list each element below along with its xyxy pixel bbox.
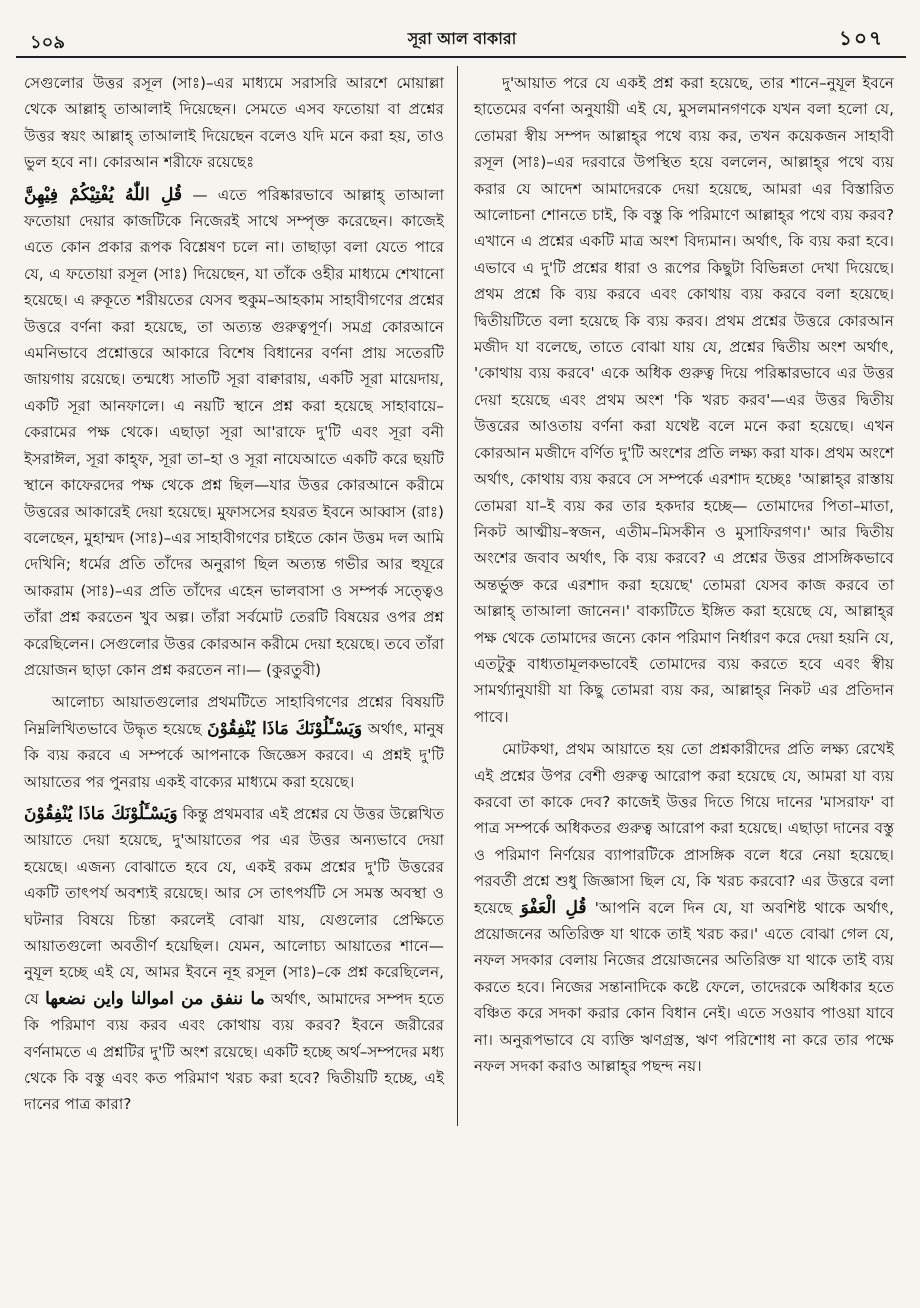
right-column [474, 70, 894, 1085]
arabic-verse: قُلِ اللّٰهُ يُفْتِيْكُمْ فِيْهِنَّ [24, 184, 183, 205]
paragraph-text: — এতে পরিষ্কারভাবে আল্লাহ্ তাআলা ফতোয়া দেয়ার কাজটিকে নিজেরই সাথে সম্পৃক্ত করেছেন। কাজেই এতে কোন প্রকার রূপক বিশ্লেষণ চলে না। তাছাড়া বলা যেতে পারে যে, এ ফতোয়া রসূল (সাঃ) দিয়েছেন, যা তাঁকে ওহীর মাধ্যমে শেখানো হয়েছে। এ রুকূতে শরীয়তের যেসব হুকুম–আহকাম সাহাবীগণের প্রশ্নের উত্তরে বর্ণনা করা হয়েছে, তা অত্যন্ত গুরুত্বপূর্ণ। সমগ্র কোরআনে এমনিভাবে প্রশ্নোত্তরে আকারে বিশেষ বিধানের বর্ণনা প্রায় সতেরটি জায়গায় রয়েছে। তন্মধ্যে সাতটি সূরা বাক্বারায়, একটি সূরা মায়েদায়, একটি সূরা আনফালে। এ নয়টি স্থানে প্রশ্ন করা হয়েছে সাহাবায়ে–কেরামের পক্ষ থেকে। এছাড়া সূরা আ'রাফে দু'টি এবং সূরা বনী ইসরাঈল, সূরা কাহ্‌ফ, সূরা তা–হা ও সূরা নাযেআতে একটি করে ছয়টি স্থানে কাফেরদের পক্ষ থেকে প্রশ্ন ছিল—যার উত্তর কোরআনে করীমে উত্তরের আকারেই দেয়া হয়েছে। মুফাসসের হযরত ইবনে আব্বাস (রাঃ) বলেছেন, মুহাম্মদ (সাঃ)–এর সাহাবীগণের চাইতে কোন উত্তম দল আমি দেখিনি; ধর্মের প্রতি তাঁদের অনুরাগ ছিল অত্যন্ত গভীর আর হুযূরে আকরাম (সাঃ)–এর প্রতি তাঁদের এহেন ভালবাসা ও সম্পর্ক সত্ত্বেও তাঁরা প্রশ্ন করতেন খুব অল্প। তাঁরা সর্বমোট তেরটি বিষয়ের ওপর প্রশ্ন করেছিলেন। সেগুলোর উত্তর কোরআন করীমে দেয়া হয়েছে। তবে তাঁরা প্রয়োজন ছাড়া কোন প্রশ্ন করতেন না।— (কুরতুবী) [24, 185, 445, 679]
column-divider [457, 66, 458, 1126]
arabic-verse: قُلِ الْعَفْوَ [520, 897, 587, 918]
page-header [16, 24, 908, 56]
paragraph-text: মোটকথা, প্রথম আয়াতে হয় তো প্রশ্নকারীদের প্রতি লক্ষ্য রেখেই এই প্রশ্নের উপর বেশী গুরুত্ব আরোপ করা হয়েছে যে, আমরা যা ব্যয় করবো তা কাকে দেব? কাজেই উত্তর দিতে গিয়ে দানের 'মাসরাফ' বা পাত্র সম্পর্কে অধিকতর গুরুত্ব আরোপ করা হয়েছে। এছাড়া দানের বস্তু ও পরিমাণ নির্ণয়ের ব্যাপারটিকে প্রাসঙ্গিক বলে ধরে নেয়া হয়েছে। পরবর্তী প্রশ্নে শুধু জিজ্ঞাসা ছিল যে, কি খরচ করবো? এর উত্তরে বলা হয়েছে [474, 740, 894, 917]
arabic-verse: وَيَسْـَٔلُوْنَكَ مَاذَا يُنْفِقُوْنَ [207, 718, 363, 739]
running-title: সূরা আল বাকারা [407, 29, 517, 48]
paragraph [24, 801, 444, 1118]
paragraph: দু'আয়াত পরে যে একই প্রশ্ন করা হয়েছে, তার শানে–নুযূল ইবনে হাতেমের বর্ণনা অনুযায়ী এই যে, মুসলমানগণকে যখন বলা হলো যে, তোমরা স্বীয় সম্পদ আল্লাহ্‌র পথে ব্যয় কর, তখন কয়েকজন সাহাবী রসূল (সাঃ)–এর দরবারে উপস্থিত হয়ে বললেন, আল্লাহ্‌র পথে ব্যয় করার যে আদেশ আমাদেরকে দেয়া হয়েছে, আমরা এর বিস্তারিত আলোচনা শোনতে চাই, কি বস্তু কি পরিমাণে আল্লাহ্‌র পথে ব্যয় করব? এখানে এ প্রশ্নের একটি মাত্র অংশ বিদ্যমান। অর্থাৎ, কি ব্যয় করা হবে। এভাবে এ দু'টি প্রশ্নের ধারা ও রূপের কিছুটা বিভিন্নতা দেখা দিয়েছে। প্রথম প্রশ্নে কি ব্যয় করবে এবং কোথায় ব্যয় করবে বলা হয়েছে। দ্বিতীয়টিতে বলা হয়েছে কি ব্যয় করব। প্রথম প্রশ্নের উত্তরে কোরআন মজীদ যা বলেছে, তাতে বোঝা যায় যে, প্রশ্নের দ্বিতীয় অংশ অর্থাৎ, 'কোথায় ব্যয় করবে' একে অধিক গুরুত্ব দিয়ে পরিষ্কারভাবে এর উত্তর দেয়া হয়েছে এবং প্রথম অংশ 'কি খরচ করব'—এর উত্তর দ্বিতীয় উত্তরের আওতায় বর্ণনা করা যথেষ্ট বলে মনে করা হয়েছে। এখন কোরআন মজীদে বর্ণিত দু'টি অংশের প্রতি লক্ষ্য করা যাক। প্রথম অংশে অর্থাৎ, কোথায় ব্যয় করবে সে সম্পর্কে এরশাদ হচ্ছেঃ 'আল্লাহ্‌র রাস্তায় তোমরা যা–ই ব্যয় কর তার হকদার হচ্ছে— তোমাদের পিতা–মাতা, নিকট আত্মীয়–স্বজন, এতীম–মিসকীন ও মুসাফিরগণ।' আর দ্বিতীয় অংশের জবাব অর্থাৎ, কি ব্যয় করবে? এ প্রশ্নের উত্তর প্রাসঙ্গিকভাবে অন্তর্ভুক্ত করে এরশাদ করা হয়েছে' তোমরা যেসব কাজ করবে তা আল্লাহ্ তাআলা জানেন।' বাক্যটিতে ইঙ্গিত করা হয়েছে যে, আল্লাহ্‌র পক্ষ থেকে তোমাদের জন্যে কোন পরিমাণ নির্ধারণ করে দেয়া হয়নি যে, এতটুকু বাধ্যতামূলকভাবেই তোমাদের ব্যয় করতে হবে এবং স্বীয় সামর্থ্যানুযায়ী যা কিছু তোমরা ব্যয় কর, আল্লাহ্‌র নিকট এর প্রতিদান পাবে। [474, 74, 894, 726]
paragraph [24, 182, 444, 684]
paragraph-text: অর্থাৎ, মানুষ কি ব্যয় করবে এ সম্পর্কে আপনাকে জিজ্ঞেস করবে। এ প্রশ্নই দু'টি আয়াতের পর পুনরায় একই বাক্যের মাধ্যমে করা হয়েছে। [24, 719, 444, 791]
paragraph: সেগুলোর উত্তর রসূল (সাঃ)–এর মাধ্যমে সরাসরি আরশে মোয়াল্লা থেকে আল্লাহ্ তাআলাই দিয়েছেন। সেমতে এসব ফতোয়া বা প্রশ্নের উত্তর স্বয়ং আল্লাহ্ তাআলাই দিয়েছেন বলেও যদি মনে করা হয়, তাও ভুল হবে না। কোরআন শরীফে রয়েছেঃ [24, 74, 444, 172]
paragraph-text: কিন্তু প্রথমবার এই প্রশ্নের যে উত্তর উল্লেখিত আয়াতে দেয়া হয়েছে, দু'আয়াতের পর এর উত্তর অন্যভাবে দেয়া হয়েছে। এজন্য বোঝাতে হবে যে, একই রকম প্রশ্নের দু'টি উত্তরের একটি তাৎপর্য অবশ্যই রয়েছে। আর সে তাৎপর্যটি সে সমস্ত অবস্থা ও ঘটনার বিষয়ে চিন্তা করলেই বোঝা যায়, যেগুলোর প্রেক্ষিতে আয়াতগুলো অবতীর্ণ হয়েছিল। যেমন, আলোচ্য আয়াতের শানে—নুযূল হচ্ছে এই যে, আমর ইবনে নূহ রসূল (সাঃ)–কে প্রশ্ন করেছিলেন, যে [24, 804, 444, 1008]
paragraph-text: আলোচ্য আয়াতগুলোর প্রথমটিতে সাহাবিগণের প্রশ্নের বিষয়টি নিম্নলিখিতভাবে উদ্ধৃত হয়েছে [24, 693, 444, 738]
paragraph-text: অর্থাৎ, আমাদের সম্পদ হতে কি পরিমাণ ব্যয় করব এবং কোথায় ব্যয় করব? ইবনে জরীরের বর্ণনামতে এ প্রশ্নটির দু'টি অংশ রয়েছে। একটি হচ্ছে অর্থ–সম্পদের মধ্য থেকে কি বস্তু এবং কত পরিমাণ খরচ করা হবে? দ্বিতীয়টি হচ্ছে, এই দানের পাত্র কারা? [24, 989, 445, 1114]
paragraph [474, 736, 894, 1079]
left-column [24, 70, 444, 1124]
paragraph [24, 689, 444, 795]
paragraph-text: 'আপনি বলে দিন যে, যা অবশিষ্ট থাকে অর্থাৎ, প্রয়োজনের অতিরিক্ত যা থাকে তাই খরচ কর।' এতে বোঝা গেল যে, নফল সদকার বেলায় নিজের প্রয়োজনের অতিরিক্ত যা থাকে তাই ব্যয় করতে হবে। নিজের সন্তানাদিকে কষ্টে ফেলে, তাদেরকে অধিকার হতে বঞ্চিত করে সদকা করার কোন বিধান নেই। এতে সওয়াব পাওয়া যাবে না। অনুরূপভাবে যে ব্যক্তি ঋণগ্রস্ত, ঋণ পরিশোধ না করে তার পক্ষে নফল সদকা করাও আল্লাহ্‌র পছন্দ নয়। [474, 898, 894, 1076]
arabic-verse: ما ننفق من اموالنا واين نضعها [45, 988, 265, 1009]
header-rule [16, 56, 906, 58]
page-number-left: ১০৯ [30, 32, 66, 53]
page-number-right: ১০৭ [839, 26, 884, 50]
arabic-verse: وَيَسْـَٔلُوْنَكَ مَاذَا يُنْفِقُوْنَ [24, 803, 178, 824]
